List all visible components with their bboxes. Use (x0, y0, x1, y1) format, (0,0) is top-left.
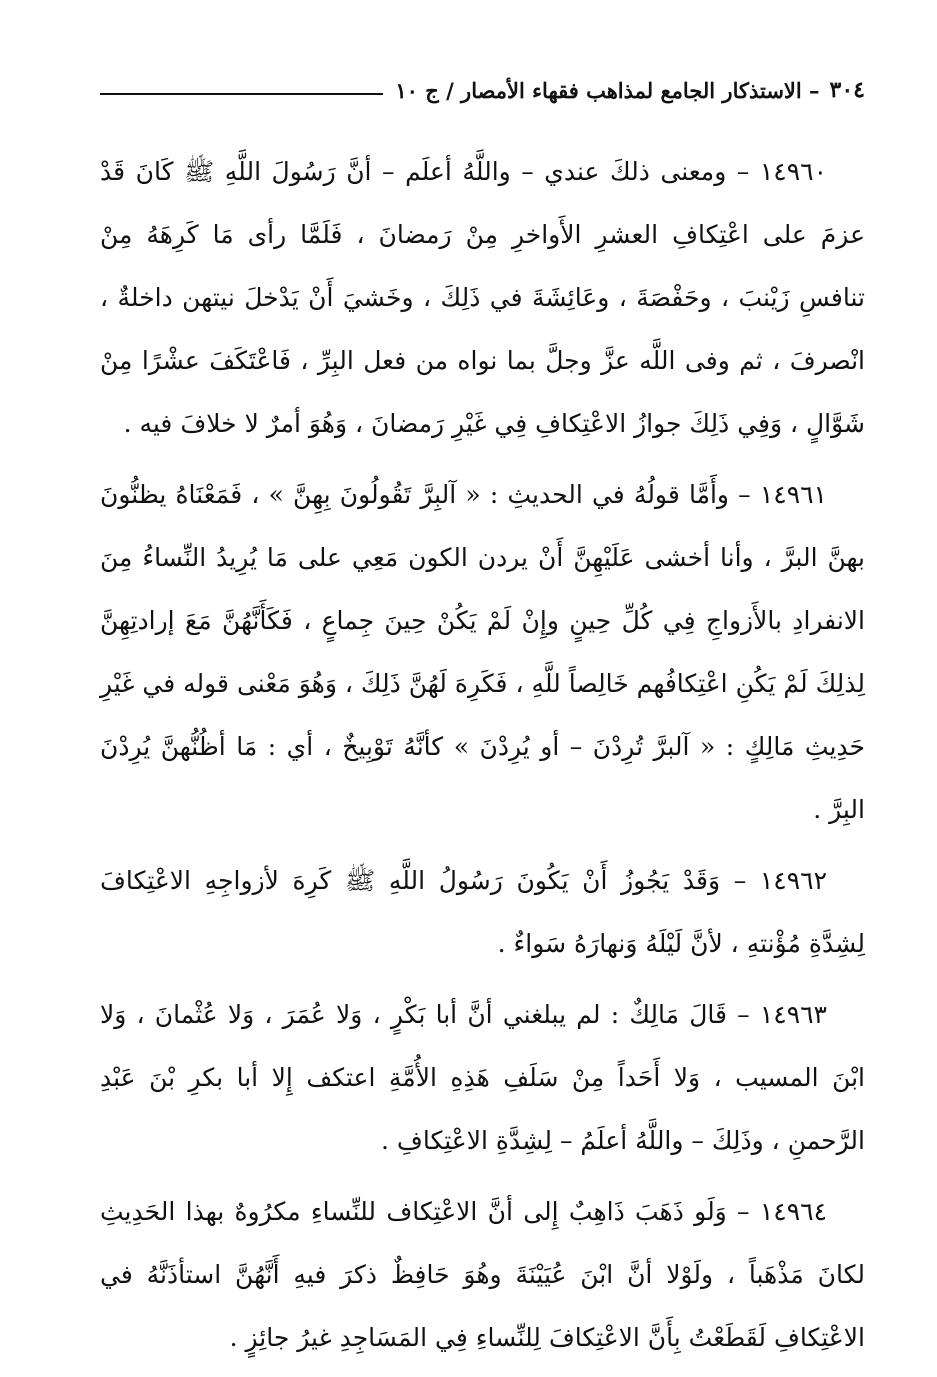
paragraph-14960 (100, 140, 865, 455)
paragraph-14964 (100, 1180, 865, 1369)
paragraph-text: – وأَمَّا قولُهُ في الحديثِ : « آلبِرَّ تَقُولُونَ بِهِنَّ » ، فَمَعْنَاهُ يظنُّونَ بهنَّ البرَّ ، وأنا أخشى عَلَيْهِنَّ أَنْ يردن الكون مَعِي على مَا يُرِيدُ النِّساءُ مِنَ الانفرادِ بالأَزواجِ فِي كُلِّ حِينٍ وإِنْ لَمْ يَكُنْ حِينَ جِماعٍ ، فَكَأَنَّهُنَّ مَعَ إرادتِهِنَّ لِذلِكَ لَمْ يَكُنِ اعْتِكافُهم خَالِصاً للَّهِ ، فَكَرِهَ لَهُنَّ ذَلِكَ ، وَهُوَ مَعْنى قوله في غَيْرِ حَدِيثِ مَالِكٍ : « آلبرَّ تُرِدْنَ – أو يُرِدْنَ » كأنَّهُ تَوْبِيخٌ ، أي : مَا أظُنُّهنَّ يُرِدْنَ البِرَّ . (100, 480, 865, 824)
paragraph-text: – وَقَدْ يَجُوزُ أَنْ يَكُونَ رَسُولُ اللَّهِ ﷺ كَرِهَ لأزواجِهِ الاعْتِكافَ لِشِدَّةِ مُؤْنتهِ ، لأنَّ لَيْلَهُ وَنهارَهُ سَواءٌ . (100, 866, 865, 958)
book-title: – الاستذكار الجامع لمذاهب فقهاء الأمصار / ج ١٠ (395, 77, 820, 103)
paragraph-number: ١٤٩٦٣ (759, 1000, 827, 1029)
paragraph-text: – قَالَ مَالِكٌ : لم يبلغني أنَّ أبا بَكْرٍ ، وَلا عُمَرَ ، وَلا عُثْمانَ ، وَلا ابْنَ المسيب ، وَلا أَحَداً مِنْ سَلَفِ هَذِهِ الأُمَّةِ اعتكف إِلا أبا بكرِ بْنَ عَبْدِ الرَّحمنِ ، وذَلِكَ – واللَّهُ أعلَمُ – لِشِدَّةِ الاعْتِكافِ . (100, 1000, 865, 1155)
paragraph-text: – ومعنى ذلكَ عندي – واللَّهُ أعلَم – أنَّ رَسُولَ اللَّهِ ﷺ كَانَ قَدْ عزمَ على اعْتِكافِ العشرِ الأَواخرِ مِنْ رَمضانَ ، فَلَمَّا رأى مَا كَرِهَهُ مِنْ تنافسِ زَيْنبَ ، وحَفْصَةَ ، وعَائِشَةَ في ذَلِكَ ، وخَشيَ أَنْ يَدْخلَ نيتهن داخلةٌ ، انْصرفَ ، ثم وفى اللَّه عزَّ وجلَّ بما نواه من فعل البِرِّ ، فَاعْتَكَفَ عشْرًا مِنْ شَوَّالٍ ، وَفِي ذَلِكَ جوازُ الاعْتِكافِ فِي غَيْرِ رَمضانَ ، وَهُوَ أمرٌ لا خلافَ فيه . (100, 157, 865, 438)
paragraph-14962 (100, 849, 865, 975)
paragraph-text: – وَلَو ذَهَبَ ذَاهِبٌ إِلى أنَّ الاعْتِكاف للنِّساءِ مكرُوهٌ بهذا الحَدِيثِ لكانَ مَذْهَباً ، ولَوْلا أنَّ ابْنَ عُيَيْنَةَ وهُوَ حَافِظٌ ذكرَ فيهِ أَنَّهُنَّ استأذَنَّهُ في الاعْتِكافِ لَقَطَعْتُ بِأَنَّ الاعْتِكافَ لِلنِّساءِ فِي المَسَاجِدِ غيرُ جائِزٍ . (100, 1197, 865, 1352)
paragraph-number: ١٤٩٦٤ (759, 1197, 827, 1226)
main-text (100, 140, 865, 1377)
paragraph-number: ١٤٩٦١ (759, 480, 827, 509)
paragraph-number: ١٤٩٦٠ (759, 157, 827, 186)
running-header (100, 70, 865, 110)
paragraph-number: ١٤٩٦٢ (759, 866, 828, 895)
paragraph-14963 (100, 983, 865, 1172)
page-number: ٣٠٤ (829, 77, 865, 103)
header-rule (100, 93, 383, 95)
paragraph-14961 (100, 463, 865, 841)
